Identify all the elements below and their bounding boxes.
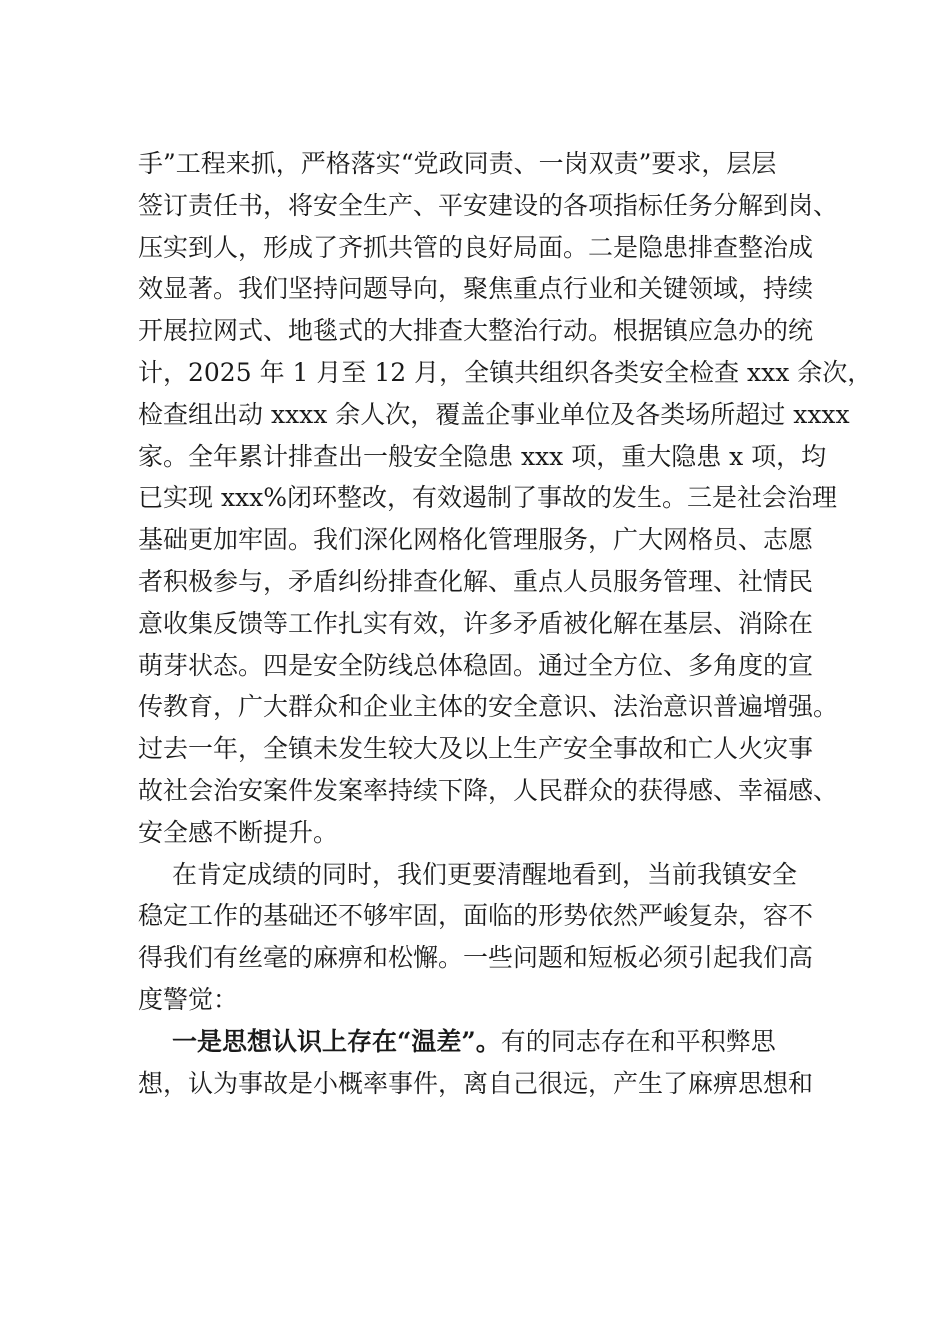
text-line: 过去一年，全镇未发生较大及以上生产安全事故和亡人火灾事 bbox=[138, 734, 814, 764]
problem-heading: 一是思想认识上存在“温差”。 bbox=[172, 1026, 501, 1056]
text-line: 手”工程来抓，严格落实“党政同责、一岗双责”要求，层层 bbox=[138, 149, 777, 178]
paragraph-problems-intro bbox=[138, 854, 828, 1021]
text-line: 开展拉网式、地毯式的大排查大整治行动。根据镇应急办的统 bbox=[138, 316, 814, 346]
text-line: 在肯定成绩的同时，我们更要清醒地看到，当前我镇安全 bbox=[172, 859, 798, 889]
problem-text: 有的同志存在和平积弊思 bbox=[500, 1026, 776, 1056]
text-line: 得我们有丝毫的麻痹和松懈。一些问题和短板必须引起我们高 bbox=[138, 943, 814, 973]
text-line: 家。全年累计排查出一般安全隐患 xxx 项，重大隐患 x 项，均 bbox=[138, 441, 827, 471]
text-line: 已实现 xxx%闭环整改，有效遏制了事故的发生。三是社会治理 bbox=[138, 483, 838, 513]
text-line: 意收集反馈等工作扎实有效，许多矛盾被化解在基层、消除在 bbox=[138, 608, 814, 638]
text-line: 压实到人，形成了齐抓共管的良好局面。二是隐患排查整治成 bbox=[138, 232, 814, 262]
text-line: 效显著。我们坚持问题导向，聚焦重点行业和关键领域，持续 bbox=[138, 274, 814, 304]
text-line: 故社会治安案件发案率持续下降，人民群众的获得感、幸福感、 bbox=[138, 775, 839, 805]
text-line: 安全感不断提升。 bbox=[138, 817, 339, 847]
document-body bbox=[138, 143, 873, 1104]
text-line: 传教育，广大群众和企业主体的安全意识、法治意识普遍增强。 bbox=[138, 692, 839, 722]
text-line: 度警觉： bbox=[138, 984, 239, 1014]
paragraph-achievements bbox=[138, 143, 873, 854]
text-line: 者积极参与，矛盾纠纷排查化解、重点人员服务管理、社情民 bbox=[138, 566, 814, 596]
text-line: 想，认为事故是小概率事件，离自己很远，产生了麻痹思想和 bbox=[138, 1068, 814, 1098]
text-line: 计，2025 年 1 月至 12 月，全镇共组织各类安全检查 xxx 余次， bbox=[138, 357, 873, 387]
text-line: 稳定工作的基础还不够牢固，面临的形势依然严峻复杂，容不 bbox=[138, 901, 814, 931]
text-line bbox=[138, 1021, 828, 1063]
text-line: 萌芽状态。四是安全防线总体稳固。通过全方位、多角度的宣 bbox=[138, 650, 814, 680]
text-line: 签订责任书，将安全生产、平安建设的各项指标任务分解到岗、 bbox=[138, 190, 839, 220]
paragraph-problem-one bbox=[138, 1021, 828, 1105]
text-line: 检查组出动 xxxx 余人次，覆盖企事业单位及各类场所超过 xxxx bbox=[138, 399, 850, 429]
text-line: 基础更加牢固。我们深化网格化管理服务，广大网格员、志愿 bbox=[138, 525, 814, 555]
